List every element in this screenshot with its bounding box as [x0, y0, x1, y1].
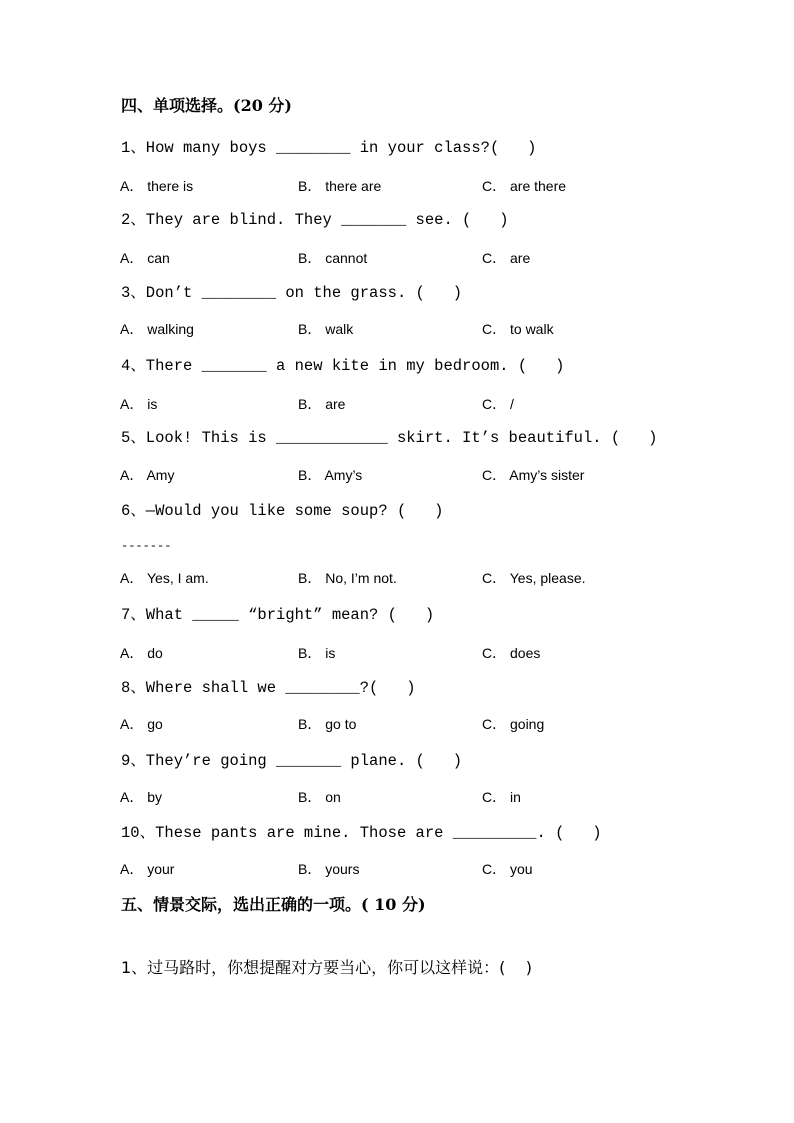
option-a: A． go [120, 716, 163, 732]
option-b: B． Amy’s [298, 467, 363, 483]
section-5-title: 五、情景交际，选出正确的一项。( 10 分) [121, 895, 426, 914]
option-a: A． walking [120, 321, 194, 337]
question-6: 6、—Would you like some soup? ( ) [121, 502, 444, 520]
option-c: C． going [482, 716, 545, 732]
question-9: 9、They’re going _______ plane. ( ) [121, 752, 463, 770]
option-b: B． walk [298, 321, 354, 337]
question-2: 2、They are blind. They _______ see. ( ) [121, 211, 509, 229]
option-a: A． Yes, I am. [120, 570, 209, 586]
option-b: B． yours [298, 861, 360, 877]
question-7: 7、What _____ “bright” mean? ( ) [121, 606, 435, 624]
option-a: A． do [120, 645, 163, 661]
question-10: 10、These pants are mine. Those are _________. ( ) [121, 824, 602, 842]
option-c: C． Yes, please. [482, 570, 586, 586]
option-b: B． No, I’m not. [298, 570, 397, 586]
option-b: B． on [298, 789, 341, 805]
option-a: A． is [120, 396, 158, 412]
section-5-question-1: 1、过马路时，你想提醒对方要当心，你可以这样说：( ) [121, 958, 533, 977]
option-b: B． go to [298, 716, 357, 732]
question-8: 8、Where shall we ________?( ) [121, 679, 416, 697]
option-a: A． there is [120, 178, 194, 194]
question-5: 5、Look! This is ____________ skirt. It’s beautiful. ( ) [121, 429, 658, 447]
option-c: C． does [482, 645, 541, 661]
option-c: C． Amy’s sister [482, 467, 585, 483]
option-c: C． you [482, 861, 533, 877]
answer-dashes: ------- [121, 539, 172, 553]
option-c: C． in [482, 789, 521, 805]
option-c: C． are there [482, 178, 567, 194]
option-b: B． are [298, 396, 346, 412]
option-b: B． cannot [298, 250, 368, 266]
option-a: A． can [120, 250, 170, 266]
question-1: 1、How many boys ________ in your class?( ) [121, 139, 537, 157]
section-4-title: 四、单项选择。(20 分) [121, 96, 292, 115]
option-c: C． to walk [482, 321, 554, 337]
option-a: A． Amy [120, 467, 175, 483]
question-4: 4、There _______ a new kite in my bedroom. ( ) [121, 357, 565, 375]
option-b: B． there are [298, 178, 382, 194]
option-a: A． by [120, 789, 163, 805]
option-c: C． are [482, 250, 531, 266]
question-3: 3、Don’t ________ on the grass. ( ) [121, 284, 463, 302]
option-c: C． / [482, 396, 514, 412]
option-a: A． your [120, 861, 175, 877]
option-b: B． is [298, 645, 336, 661]
